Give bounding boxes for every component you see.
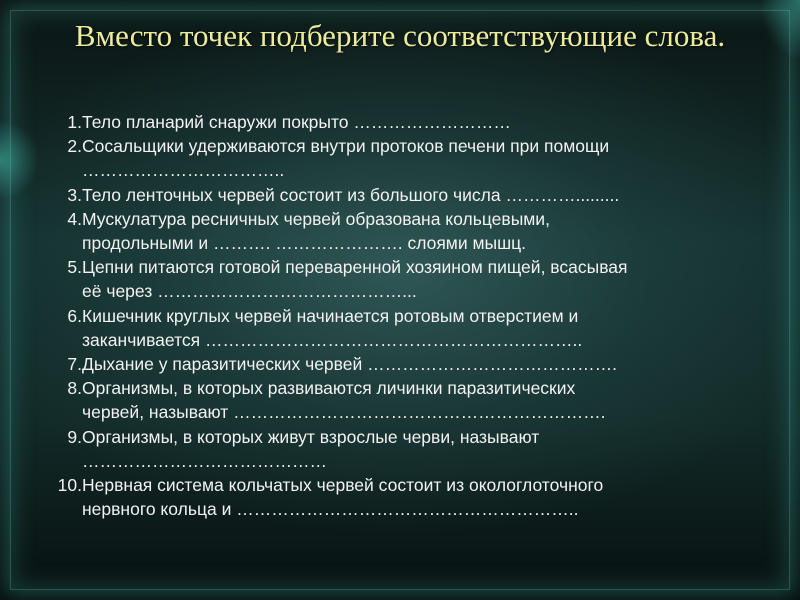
list-item (22, 304, 782, 352)
item-text: Организмы, в которых живут взрослые черви, называют …………………………………… (82, 426, 540, 471)
item-number: 2. (67, 136, 82, 157)
item-text: Тело планарий снаружи покрыто ……………………… (82, 112, 511, 132)
list-item (22, 207, 782, 255)
item-number: 9. (67, 426, 82, 447)
item-text: Цепни питаются готовой переваренной хозяином пищей, всасывая её через ……………………………………... (82, 257, 628, 302)
list-item (22, 134, 782, 182)
item-number: 5. (67, 257, 82, 278)
list-item (22, 425, 782, 473)
item-number: 6. (67, 305, 82, 326)
item-text: Нервная система кольчатых червей состоит из окологлоточного нервного кольца и ………………………………………………….. (82, 475, 604, 520)
list-item (22, 183, 782, 207)
item-text: Дыхание у паразитических червей ……………………………………. (82, 354, 617, 375)
task-list (22, 110, 782, 521)
item-text: Мускулатура ресничных червей образована кольцевыми, продольными и ………. …………………. слоями мышц. (82, 208, 550, 254)
item-text: Сосальщики удерживаются внутри протоков печени при помощи …………………………….. (82, 136, 610, 181)
item-text: Тело ленточных червей состоит из большого числа …………......... (82, 184, 620, 205)
list-item (22, 376, 782, 424)
slide-title: Вместо точек подберите соответствующие слова. (74, 18, 726, 53)
item-number: 8. (67, 378, 82, 399)
item-text: Организмы, в которых развиваются личинки паразитических червей, называют ………………………………………………………. (82, 378, 606, 423)
item-number: 1. (67, 112, 82, 132)
list-item (22, 473, 782, 521)
item-number: 3. (67, 184, 82, 205)
list-item (22, 352, 782, 376)
list-item (22, 255, 782, 303)
item-number: 4. (67, 208, 82, 229)
decorative-glow (760, 0, 800, 60)
item-number: 10. (57, 475, 82, 496)
item-number: 7. (67, 354, 82, 375)
item-text: Кишечник круглых червей начинается ротовым отверстием и заканчивается ……………………………………………………….. (82, 305, 583, 350)
list-item (22, 110, 782, 134)
